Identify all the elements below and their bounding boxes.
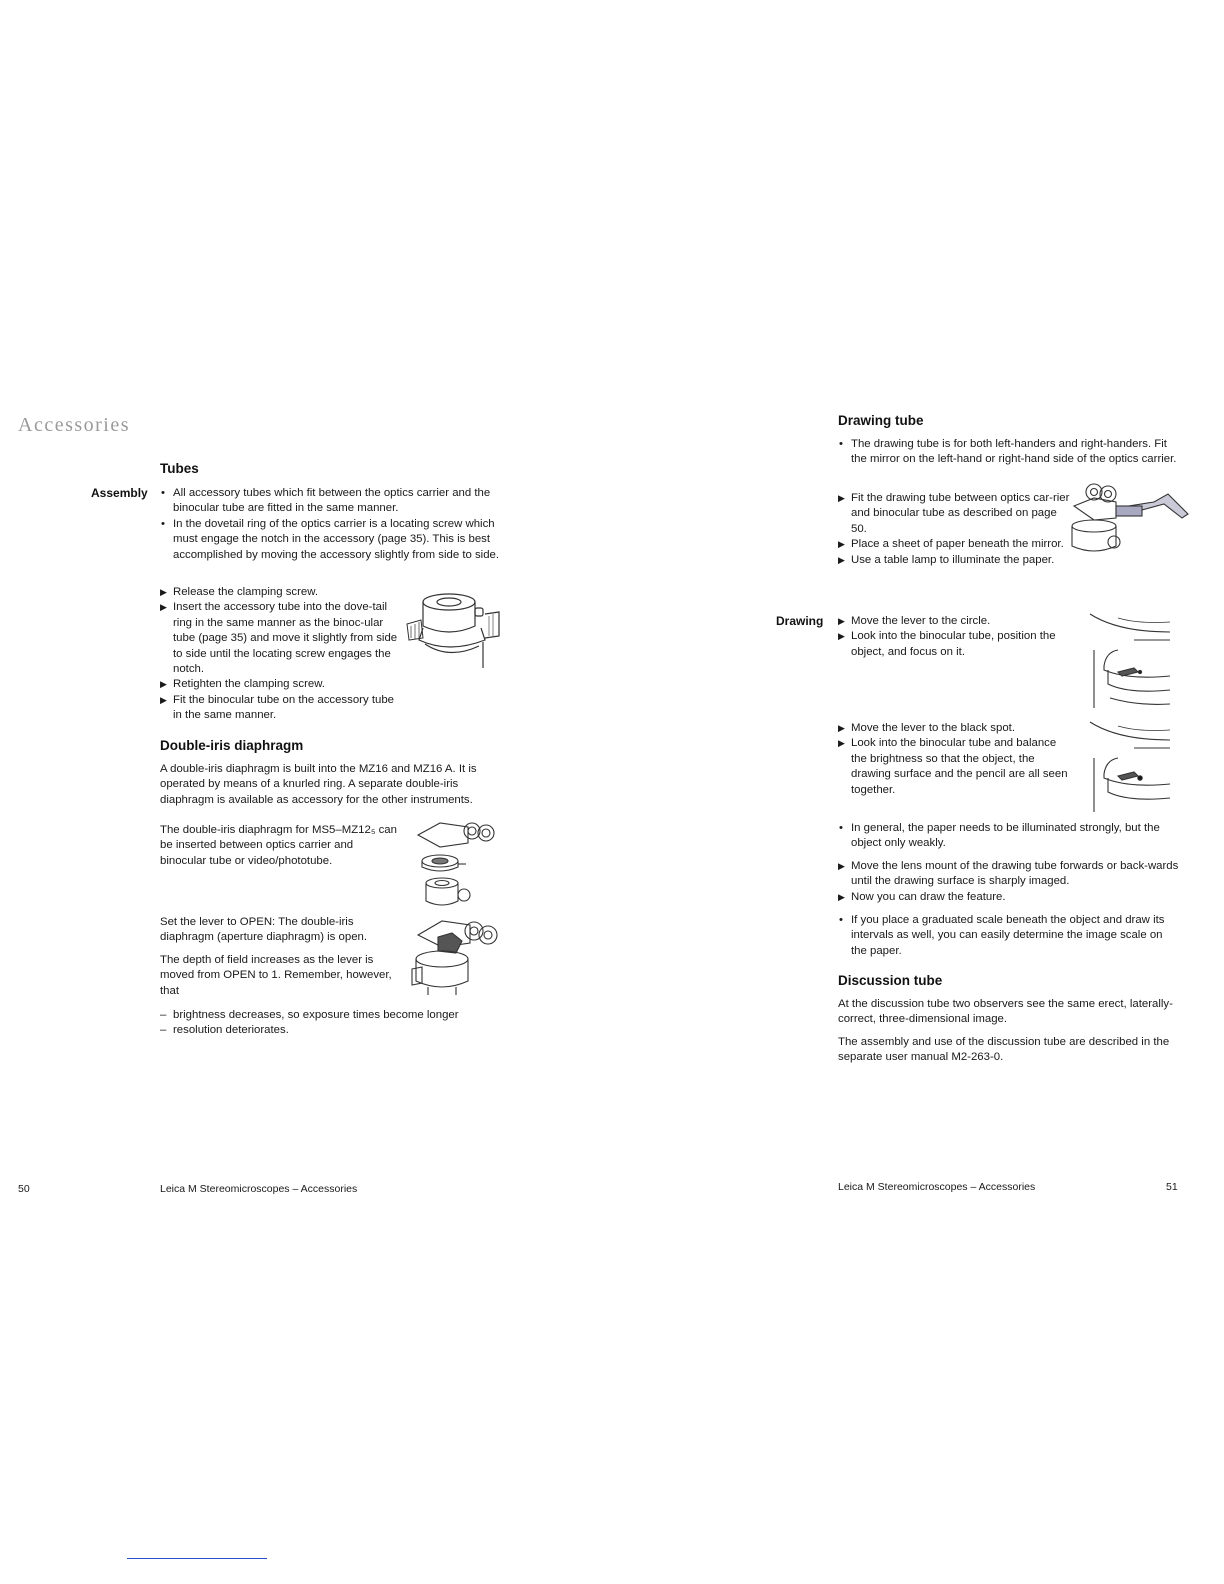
iris-diaphragm-stack-illustration — [410, 817, 500, 909]
tubes-step: ▶ Release the clamping screw. — [160, 585, 398, 600]
drawing-step: ▶ Move the lever to the black spot. — [838, 721, 1070, 736]
iris-dash-item: – resolution deteriorates. — [160, 1023, 500, 1038]
iris-intro: A double-iris diaphragm is built into the MZ16 and MZ16 A. It is operated by means of a knurled ring. A separate double-iris diaphragm is available as accessory for the other instruments. — [160, 763, 477, 806]
tubes-step: ▶ Retighten the clamping screw. — [160, 677, 398, 692]
drawing-bullet-2 — [838, 913, 1180, 959]
drawing-tube-bullet-item: • The drawing tube is for both left-handers and right-handers. Fit the mirror on the left-hand or right-hand side of the optics carrier. — [838, 437, 1178, 468]
drawing-step: ▶ Move the lever to the circle. — [838, 614, 1070, 629]
discussion-p2: The assembly and use of the discussion tube are described in the separate user manual M2-263-0. — [838, 1036, 1170, 1064]
assembly-label: Assembly — [91, 486, 148, 500]
drawing-step: ▶ Look into the binocular tube, position the object, and focus on it. — [838, 629, 1070, 660]
drawing-tube-bullet — [838, 437, 1178, 468]
iris-depth-text: The depth of field increases as the lever is moved from OPEN to 1. Remember, however, that — [160, 954, 392, 997]
tubes-step: ▶ Insert the accessory tube into the dove-tail ring in the same manner as the binoc-ular tube (page 35) and move it slightly from side to side until the locating screw engages the notch. — [160, 600, 398, 677]
drawing-step: ▶ Look into the binocular tube and balance the brightness so that the object, the drawing surface and the pencil are all seen together. — [838, 736, 1070, 798]
left-page-number: 50 — [18, 1183, 30, 1195]
drawing-tube-steps — [838, 491, 1070, 568]
tubes-bullets — [160, 486, 500, 563]
lever-circle-illustration — [1088, 610, 1174, 710]
drawing-tube-illustration — [1068, 480, 1190, 556]
drawing-tube-step: ▶ Fit the drawing tube between optics car-rier and binocular tube as described on page 50. — [838, 491, 1070, 537]
drawing-tube-title: Drawing tube — [838, 413, 924, 428]
drawing-steps-a — [838, 614, 1070, 660]
iris-dash-item: – brightness decreases, so exposure times become longer — [160, 1008, 500, 1023]
iris-dashes — [160, 1008, 500, 1039]
tubes-title: Tubes — [160, 461, 199, 476]
iris-lever-illustration — [408, 915, 500, 995]
iris-insert-text: The double-iris diaphragm for MS5–MZ12₅ can be inserted between optics carrier and binocular tube or video/phototube. — [160, 824, 397, 867]
drawing-bullet-item: • If you place a graduated scale beneath the object and draw its intervals as well, you can easily determine the image scale on the paper. — [838, 913, 1180, 959]
tubes-bullet: • In the dovetail ring of the optics carrier is a locating screw which must engage the notch in the accessory (page 35). This is best accomplished by moving the accessory slightly from side to side. — [160, 517, 500, 563]
drawing-step: ▶ Now you can draw the feature. — [838, 890, 1180, 905]
iris-title: Double-iris diaphragm — [160, 738, 304, 753]
discussion-title: Discussion tube — [838, 973, 943, 988]
drawing-bullet-1 — [838, 821, 1180, 852]
drawing-steps-c — [838, 859, 1180, 905]
drawing-tube-step: ▶ Use a table lamp to illuminate the paper. — [838, 553, 1070, 568]
tubes-bullet: • All accessory tubes which fit between the optics carrier and the binocular tube are fitted in the same manner. — [160, 486, 500, 517]
link-underline — [127, 1558, 267, 1559]
section-heading: Accessories — [18, 414, 131, 436]
tubes-steps — [160, 585, 398, 724]
right-footer-title: Leica M Stereomicroscopes – Accessories — [838, 1181, 1036, 1193]
tube-assembly-illustration — [405, 588, 505, 670]
lever-spot-illustration — [1088, 718, 1174, 814]
drawing-label: Drawing — [776, 614, 824, 628]
left-footer-title: Leica M Stereomicroscopes – Accessories — [160, 1183, 358, 1195]
drawing-bullet-item: • In general, the paper needs to be illuminated strongly, but the object only weakly. — [838, 821, 1180, 852]
drawing-steps-b — [838, 721, 1070, 798]
tubes-step: ▶ Fit the binocular tube on the accessory tube in the same manner. — [160, 693, 398, 724]
drawing-tube-step: ▶ Place a sheet of paper beneath the mirror. — [838, 537, 1070, 552]
right-page-number: 51 — [1166, 1181, 1178, 1193]
drawing-step: ▶ Move the lens mount of the drawing tube forwards or back-wards until the drawing surface is sharply imaged. — [838, 859, 1180, 890]
iris-open-text: Set the lever to OPEN: The double-iris diaphragm (aperture diaphragm) is open. — [160, 916, 368, 944]
discussion-p1: At the discussion tube two observers see the same erect, laterally-correct, three-dimensional image. — [838, 998, 1173, 1026]
